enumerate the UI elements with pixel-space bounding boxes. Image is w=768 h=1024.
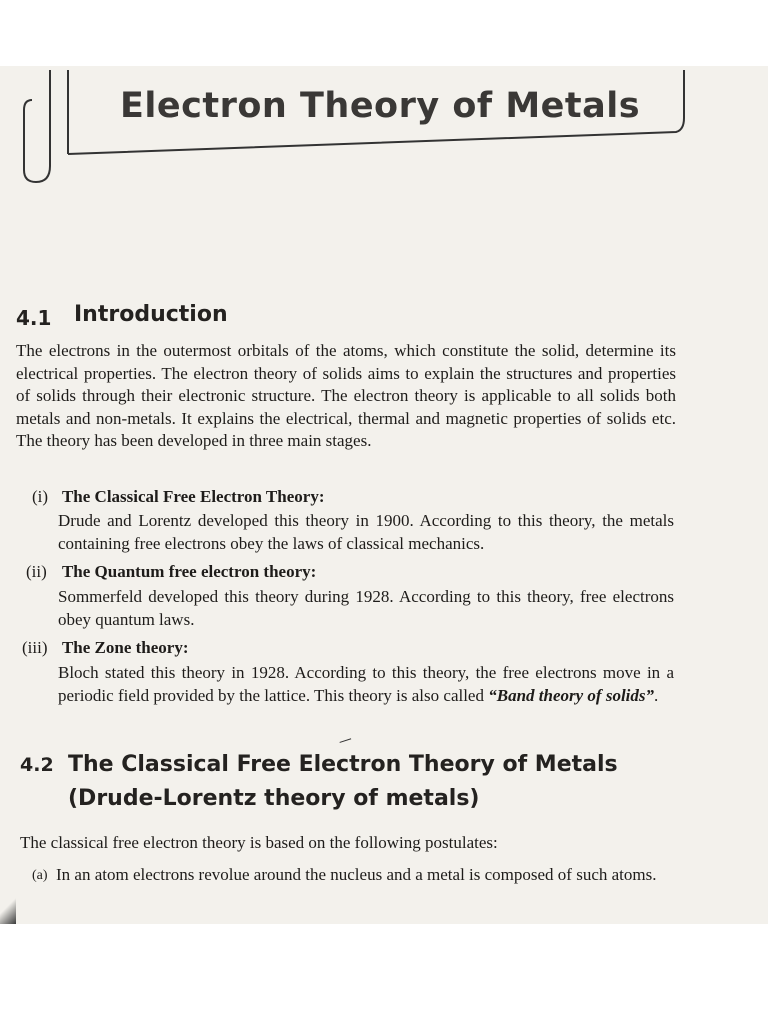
stage-2-heading xyxy=(26,562,316,582)
section-title-line-2: (Drude-Lorentz theory of metals) xyxy=(68,786,480,811)
section-heading-4-2 xyxy=(20,752,700,822)
stage-1-heading xyxy=(32,487,324,507)
postulate-a xyxy=(32,864,56,884)
postulate-a-text: In an atom electrons revolue around the nucleus and a metal is composed of such atoms. xyxy=(56,865,657,884)
page-edge-shadow xyxy=(0,896,16,924)
stage-3-body-end: . xyxy=(654,685,659,705)
stage-3-body-text: Bloch stated this theory in 1928. According to this theory, the free electrons move in a periodic field provided by the lattice. This theory is also called xyxy=(58,663,674,705)
chapter-title: Electron Theory of Metals xyxy=(120,86,641,126)
section-title: Introduction xyxy=(74,302,228,327)
stage-number: (ii) xyxy=(26,562,47,581)
stage-title: The Quantum free electron theory: xyxy=(61,562,317,581)
stage-number: (iii) xyxy=(22,638,48,657)
background-margin xyxy=(0,924,768,1024)
band-theory-emphasis: “Band theory of solids” xyxy=(488,685,655,705)
stage-2-body: Sommerfeld developed this theory during 1928. According to this theory, free electrons obey quantum laws. xyxy=(58,587,674,629)
stage-1-body: Drude and Lorentz developed this theory in 1900. According to this theory, the metals containing free electrons obey the laws of classical mechanics. xyxy=(58,511,674,553)
section-number: 4.2 xyxy=(20,754,54,776)
section-number: 4.1 xyxy=(16,306,52,330)
intro-paragraph: The electrons in the outermost orbitals of the atoms, which constitute the solid, determine its electrical properties. The electron theory of solids aims to explain the structures and properties of solids through their electronic structure. The electron theory is applicable to all solids both metals and non-metals. It explains the electrical, thermal and magnetic properties of solids etc. The theory has been developed in three main stages. xyxy=(16,341,676,450)
section-heading-4-1 xyxy=(16,302,316,332)
section-title-line-1: The Classical Free Electron Theory of Metals xyxy=(68,752,618,777)
stage-3-heading xyxy=(22,638,189,658)
stage-title: The Classical Free Electron Theory: xyxy=(61,487,325,506)
postulates-intro: The classical free electron theory is based on the following postulates: xyxy=(20,833,498,852)
stage-title: The Zone theory: xyxy=(61,638,189,657)
stage-3-body xyxy=(58,662,674,707)
postulate-number: (a) xyxy=(32,868,48,883)
stage-number: (i) xyxy=(32,487,49,506)
